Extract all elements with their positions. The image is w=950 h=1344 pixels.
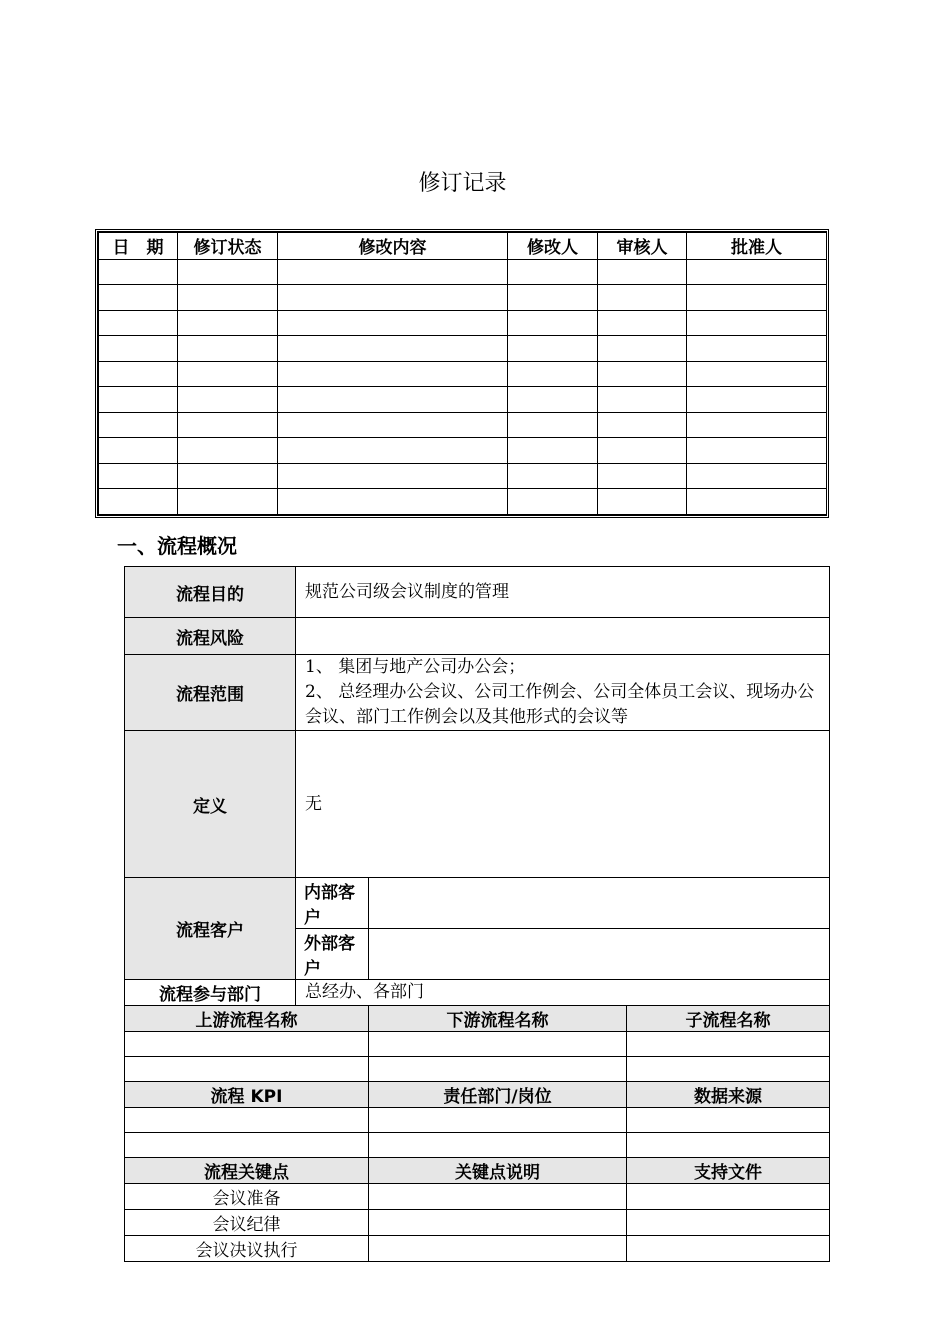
revision-row — [99, 463, 827, 489]
revision-cell[interactable] — [508, 285, 598, 311]
kpi-cell — [125, 1108, 369, 1133]
revision-cell[interactable] — [598, 310, 687, 336]
revision-cell[interactable] — [99, 285, 178, 311]
flow-links-header-row — [125, 1006, 830, 1032]
revision-cell[interactable] — [598, 361, 687, 387]
revision-row — [99, 259, 827, 285]
revision-cell[interactable] — [278, 463, 508, 489]
revision-cell[interactable] — [278, 387, 508, 413]
purpose-value: 规范公司级会议制度的管理 — [296, 567, 830, 618]
header-revision-content: 修改内容 — [278, 233, 508, 260]
risk-row — [125, 618, 830, 655]
revision-cell[interactable] — [178, 259, 278, 285]
revision-cell[interactable] — [278, 310, 508, 336]
revision-cell[interactable] — [687, 387, 827, 413]
revision-cell[interactable] — [508, 387, 598, 413]
key-point-name: 会议纪律 — [125, 1210, 369, 1236]
key-point-row — [125, 1210, 830, 1236]
internal-customer-value — [369, 878, 830, 929]
external-customer-label: 外部客户 — [296, 929, 369, 980]
header-date: 日 期 — [99, 233, 178, 260]
responsible-dept-header: 责任部门/岗位 — [369, 1082, 627, 1108]
risk-label: 流程风险 — [125, 618, 296, 655]
revision-cell[interactable] — [687, 336, 827, 362]
key-points-header-row — [125, 1158, 830, 1184]
revision-cell[interactable] — [99, 259, 178, 285]
revision-cell[interactable] — [508, 336, 598, 362]
revision-cell[interactable] — [687, 259, 827, 285]
key-point-header: 流程关键点 — [125, 1158, 369, 1184]
departments-label: 流程参与部门 — [125, 980, 296, 1006]
revision-cell[interactable] — [687, 489, 827, 515]
definition-value: 无 — [296, 731, 830, 878]
revision-cell[interactable] — [598, 285, 687, 311]
key-point-desc — [369, 1210, 627, 1236]
support-doc — [627, 1210, 830, 1236]
key-point-row — [125, 1184, 830, 1210]
revision-row — [99, 361, 827, 387]
key-point-name: 会议准备 — [125, 1184, 369, 1210]
revision-cell[interactable] — [687, 361, 827, 387]
definition-label: 定义 — [125, 731, 296, 878]
revision-row — [99, 285, 827, 311]
revision-cell[interactable] — [178, 336, 278, 362]
revision-cell[interactable] — [178, 285, 278, 311]
header-approver: 批准人 — [687, 233, 827, 260]
internal-customer-label: 内部客户 — [296, 878, 369, 929]
revision-cell[interactable] — [99, 310, 178, 336]
subprocess-cell — [627, 1057, 830, 1082]
revision-cell[interactable] — [687, 310, 827, 336]
revision-cell[interactable] — [598, 387, 687, 413]
revision-cell[interactable] — [178, 489, 278, 515]
revision-cell[interactable] — [278, 361, 508, 387]
kpi-header: 流程 KPI — [125, 1082, 369, 1108]
revision-table-frame — [95, 229, 829, 518]
key-point-desc — [369, 1184, 627, 1210]
revision-cell[interactable] — [178, 310, 278, 336]
header-reviewer: 审核人 — [598, 233, 687, 260]
scope-line-1: 1、 集团与地产公司办公会； — [305, 657, 526, 677]
document-title: 修订记录 — [418, 171, 507, 196]
support-doc — [627, 1236, 830, 1262]
kpi-header-row — [125, 1082, 830, 1108]
downstream-cell — [369, 1032, 627, 1057]
kpi-row — [125, 1108, 830, 1133]
revision-cell[interactable] — [278, 438, 508, 464]
revision-cell[interactable] — [687, 463, 827, 489]
revision-cell[interactable] — [508, 489, 598, 515]
revision-row — [99, 387, 827, 413]
definition-row — [125, 731, 830, 878]
revision-table — [98, 232, 827, 515]
revision-cell[interactable] — [99, 387, 178, 413]
revision-cell[interactable] — [598, 463, 687, 489]
scope-value — [296, 655, 830, 731]
revision-cell[interactable] — [598, 412, 687, 438]
kpi-cell — [125, 1133, 369, 1158]
support-doc — [627, 1184, 830, 1210]
risk-value — [296, 618, 830, 655]
revision-cell[interactable] — [99, 489, 178, 515]
departments-value: 总经办、各部门 — [296, 980, 830, 1006]
process-overview-table — [124, 566, 830, 1262]
data-source-cell — [627, 1108, 830, 1133]
internal-customer-row — [125, 878, 830, 929]
revision-cell[interactable] — [99, 438, 178, 464]
scope-line-2: 2、 总经理办公会议、公司工作例会、公司全体员工会议、现场办公会议、部门工作例会以及其他形式的会议等 — [305, 682, 815, 727]
scope-row — [125, 655, 830, 731]
revision-cell[interactable] — [99, 412, 178, 438]
scope-label: 流程范围 — [125, 655, 296, 731]
revision-row — [99, 412, 827, 438]
flow-links-row — [125, 1032, 830, 1057]
revision-row — [99, 336, 827, 362]
revision-cell[interactable] — [178, 463, 278, 489]
revision-cell[interactable] — [178, 361, 278, 387]
customer-label: 流程客户 — [125, 878, 296, 980]
revision-cell[interactable] — [687, 412, 827, 438]
key-point-desc-header: 关键点说明 — [369, 1158, 627, 1184]
key-point-name: 会议决议执行 — [125, 1236, 369, 1262]
header-modifier: 修改人 — [508, 233, 598, 260]
revision-cell[interactable] — [598, 489, 687, 515]
revision-cell[interactable] — [178, 438, 278, 464]
revision-row — [99, 438, 827, 464]
revision-cell[interactable] — [687, 438, 827, 464]
revision-cell[interactable] — [178, 387, 278, 413]
purpose-label: 流程目的 — [125, 567, 296, 618]
revision-cell[interactable] — [508, 259, 598, 285]
revision-cell[interactable] — [99, 336, 178, 362]
revision-header-row — [99, 233, 827, 260]
revision-cell[interactable] — [508, 310, 598, 336]
revision-cell[interactable] — [178, 412, 278, 438]
revision-cell[interactable] — [278, 285, 508, 311]
header-revision-status: 修订状态 — [178, 233, 278, 260]
revision-cell[interactable] — [278, 259, 508, 285]
revision-cell[interactable] — [598, 438, 687, 464]
revision-cell[interactable] — [278, 412, 508, 438]
data-source-header: 数据来源 — [627, 1082, 830, 1108]
revision-cell[interactable] — [99, 361, 178, 387]
section-heading: 一、流程概况 — [117, 534, 237, 558]
revision-cell[interactable] — [278, 489, 508, 515]
revision-cell[interactable] — [278, 336, 508, 362]
revision-cell[interactable] — [508, 438, 598, 464]
revision-cell[interactable] — [687, 285, 827, 311]
key-point-desc — [369, 1236, 627, 1262]
downstream-cell — [369, 1057, 627, 1082]
subprocess-cell — [627, 1032, 830, 1057]
responsible-dept-cell — [369, 1108, 627, 1133]
support-doc-header: 支持文件 — [627, 1158, 830, 1184]
kpi-row — [125, 1133, 830, 1158]
flow-links-row — [125, 1057, 830, 1082]
upstream-header: 上游流程名称 — [125, 1006, 369, 1032]
departments-row — [125, 980, 830, 1006]
revision-cell[interactable] — [508, 463, 598, 489]
revision-cell[interactable] — [598, 336, 687, 362]
revision-cell[interactable] — [99, 463, 178, 489]
purpose-row — [125, 567, 830, 618]
revision-cell[interactable] — [508, 412, 598, 438]
downstream-header: 下游流程名称 — [369, 1006, 627, 1032]
revision-row — [99, 310, 827, 336]
responsible-dept-cell — [369, 1133, 627, 1158]
subprocess-header: 子流程名称 — [627, 1006, 830, 1032]
data-source-cell — [627, 1133, 830, 1158]
key-point-row — [125, 1236, 830, 1262]
revision-cell[interactable] — [508, 361, 598, 387]
upstream-cell — [125, 1057, 369, 1082]
revision-cell[interactable] — [598, 259, 687, 285]
revision-row — [99, 489, 827, 515]
upstream-cell — [125, 1032, 369, 1057]
external-customer-value — [369, 929, 830, 980]
